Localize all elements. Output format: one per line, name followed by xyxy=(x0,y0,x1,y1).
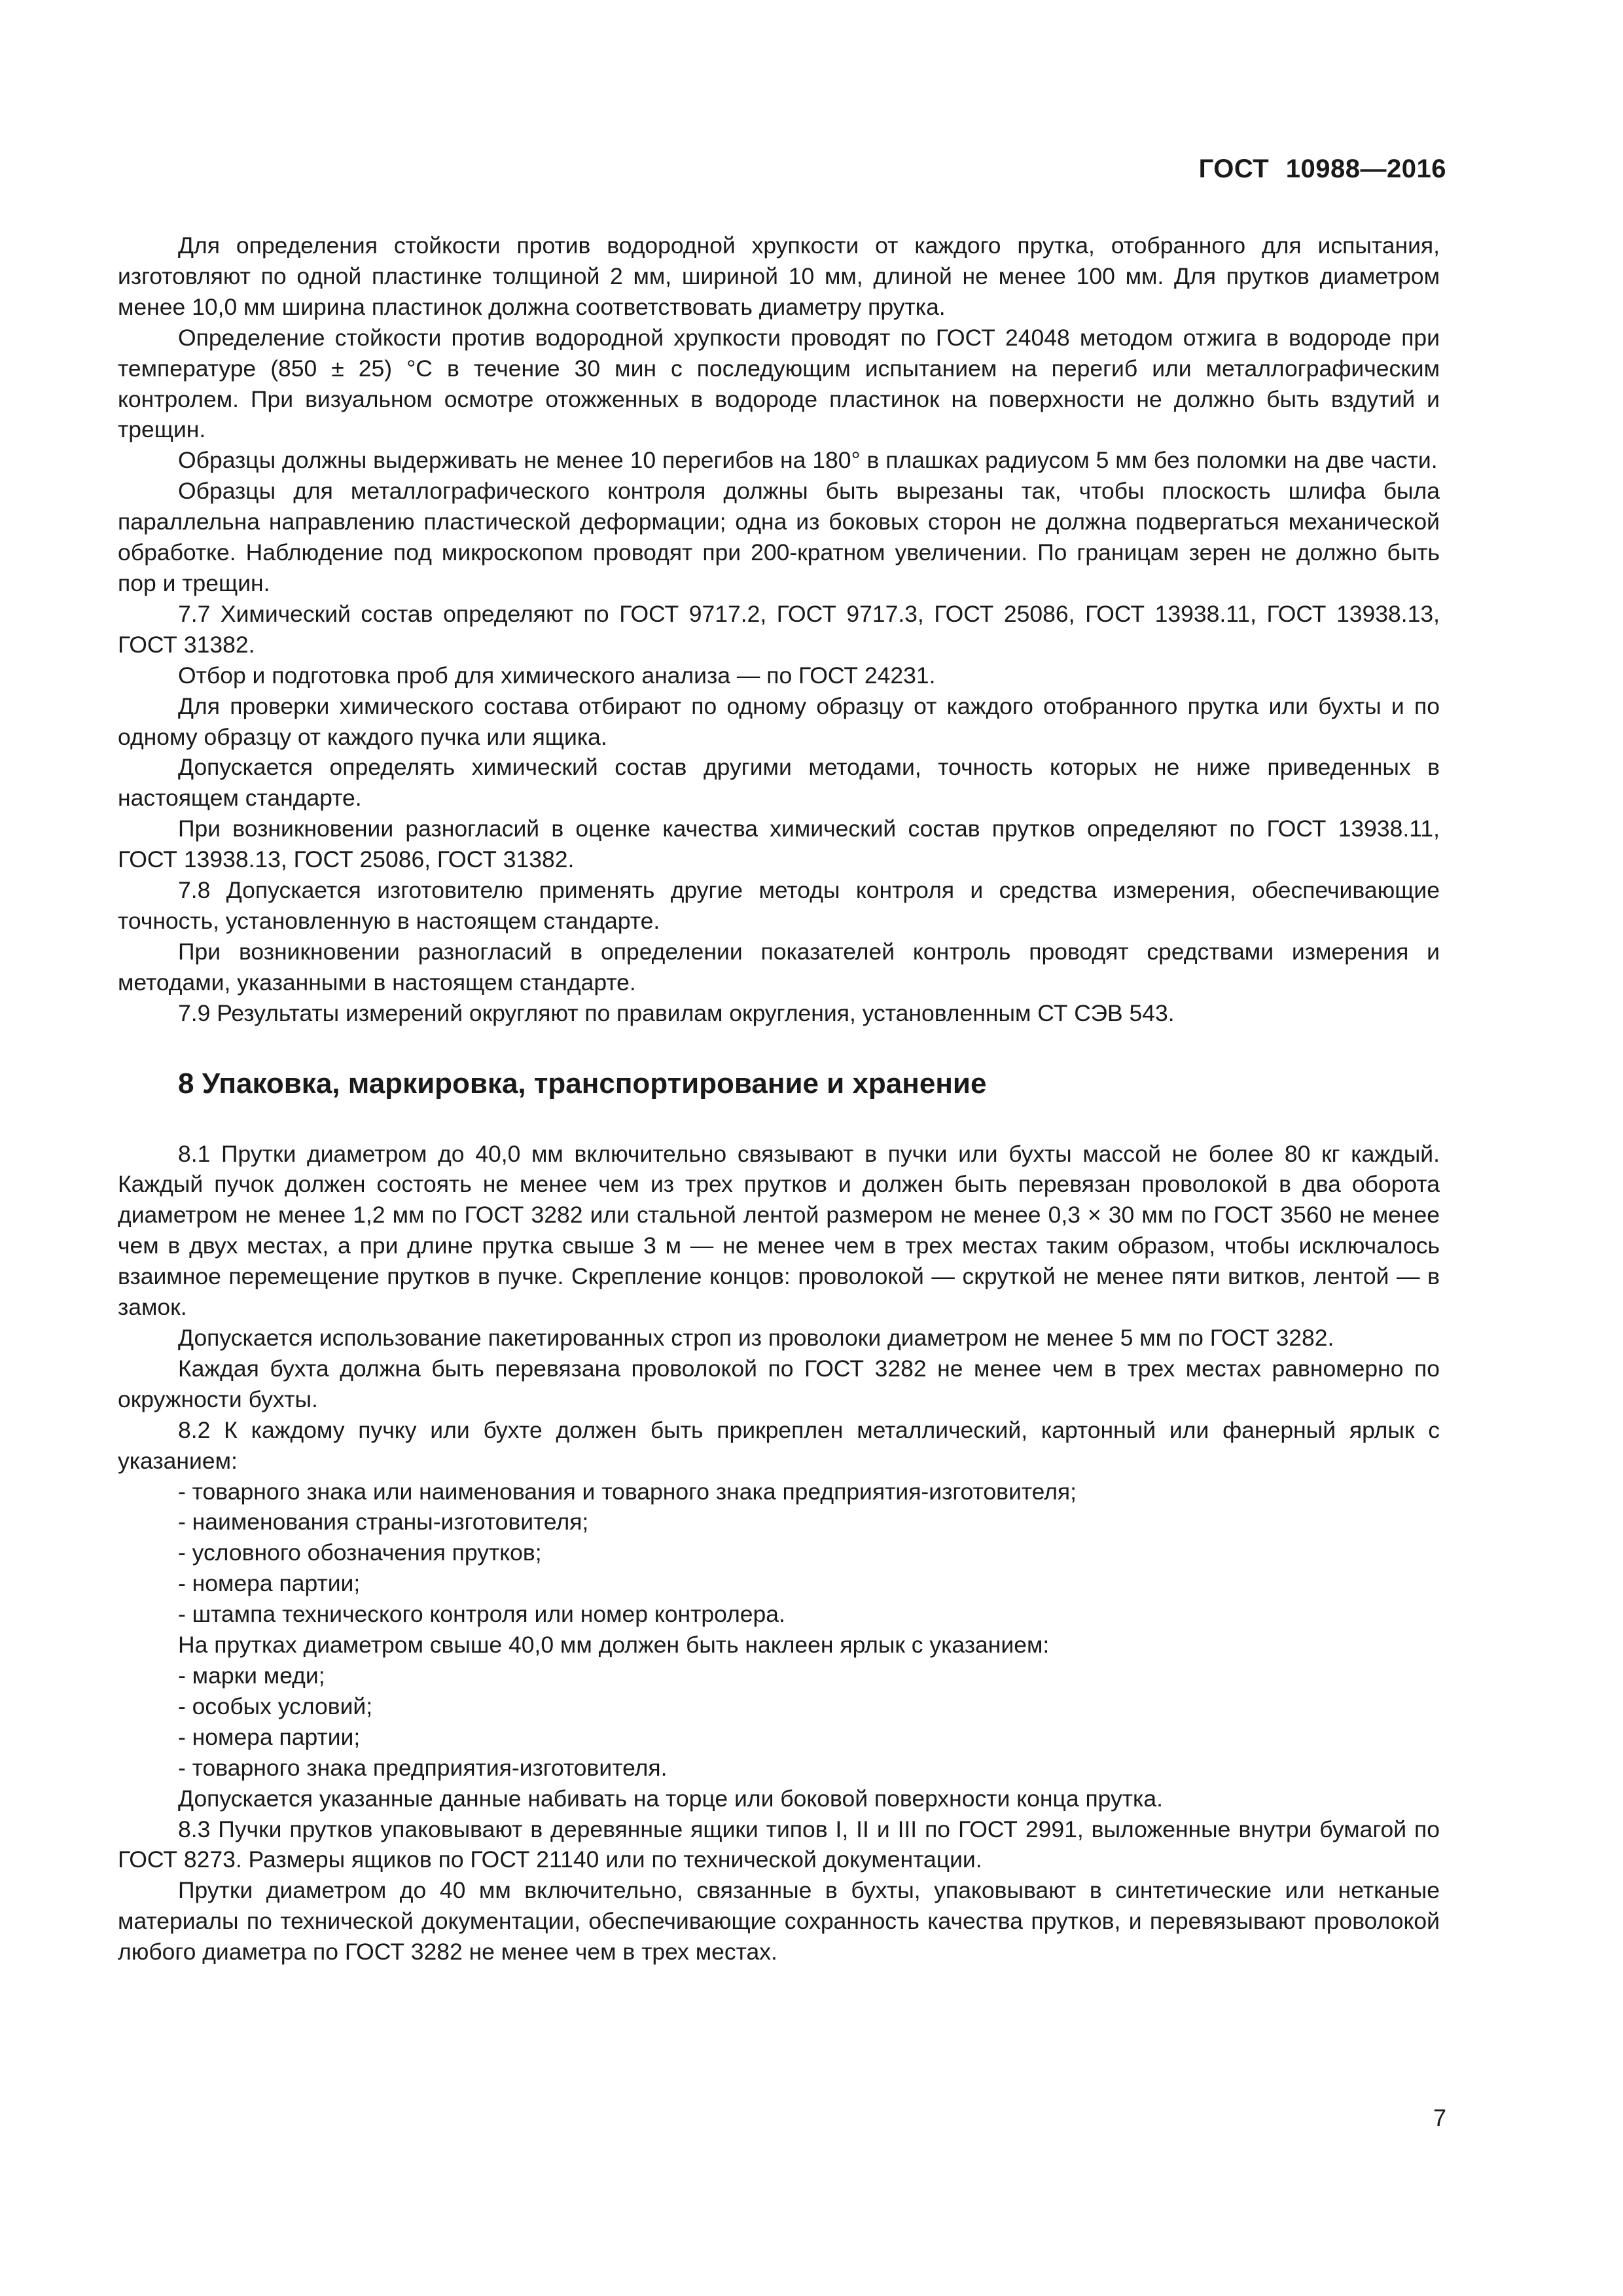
paragraph: При возникновении разногласий в определении показателей контроль проводят средствами измерения и методами, указанными в настоящем стандарте. xyxy=(118,938,1440,996)
paragraph: Допускается использование пакетированных строп из проволоки диаметром не менее 5 мм по ГОСТ 3282. xyxy=(178,1325,1334,1351)
clause-8-2: 8.2 К каждому пучку или бухте должен быть прикреплен металлический, картонный или фанерный ярлык с указанием: xyxy=(118,1416,1440,1474)
paragraph: При возникновении разногласий в оценке качества химический состав прутков определяют по ГОСТ 13938.11, ГОСТ 13938.13, ГОСТ 25086, ГОСТ 31382. xyxy=(118,816,1440,873)
page-number: 7 xyxy=(1433,2104,1446,2131)
clause-7-9: 7.9 Результаты измерений округляют по правилам округления, установленным СТ СЭВ 543. xyxy=(178,999,1175,1026)
paragraph: Определение стойкости против водородной хрупкости проводят по ГОСТ 24048 методом отжига в водороде при температуре (850 ± 25) °С в течение 30 мин с последующим испытанием на перегиб или металлографическим контролем. При визуальном осмотре отожженных в водороде пластинок на поверхности не должно быть вздутий и трещин. xyxy=(118,324,1440,443)
paragraph: Для проверки химического состава отбирают по одному образцу от каждого отобранного прутка или бухты и по одному образцу от каждого пучка или ящика. xyxy=(118,692,1440,750)
paragraph: Каждая бухта должна быть перевязана проволокой по ГОСТ 3282 не менее чем в трех местах равномерно по окружности бухты. xyxy=(118,1355,1440,1412)
list-item: - особых условий; xyxy=(178,1693,373,1719)
list-item: - марки меди; xyxy=(178,1662,325,1689)
clause-7-7: 7.7 Химический состав определяют по ГОСТ 9717.2, ГОСТ 9717.3, ГОСТ 25086, ГОСТ 13938.11, ГОСТ 13938.13, ГОСТ 31382. xyxy=(118,600,1440,658)
section-8-heading: 8 Упаковка, маркировка, транспортирование и хранение xyxy=(178,1067,987,1100)
paragraph: На прутках диаметром свыше 40,0 мм должен быть наклеен ярлык с указанием: xyxy=(178,1632,1050,1659)
paragraph: Для определения стойкости против водородной хрупкости от каждого прутка, отобранного для испытания, изготовляют по одной пластинке толщиной 2 мм, шириной 10 мм, длиной не менее 100 мм. Для прутков диаметром менее 10,0 мм ширина пластинок должна соответствовать диаметру прутка. xyxy=(118,232,1440,320)
list-item: - номера партии; xyxy=(178,1570,361,1597)
list-item: - штампа технического контроля или номер контролера. xyxy=(178,1601,785,1628)
clause-8-3: 8.3 Пучки прутков упаковывают в деревянные ящики типов I, II и III по ГОСТ 2991, выложенные внутри бумагой по ГОСТ 8273. Размеры ящиков по ГОСТ 21140 или по технической документации. xyxy=(118,1816,1440,1873)
document-body xyxy=(118,230,1440,1967)
paragraph: Образцы должны выдерживать не менее 10 перегибов на 180° в плашках радиусом 5 мм без поломки на две части. xyxy=(178,447,1438,474)
clause-8-1: 8.1 Прутки диаметром до 40,0 мм включительно связывают в пучки или бухты массой не более 80 кг каждый. Каждый пучок должен состоять не менее чем из трех прутков и должен быть перевязан проволокой в два оборота диаметром не менее 1,2 мм по ГОСТ 3282 или стальной лентой размером не менее 0,3 × 30 мм по ГОСТ 3560 не менее чем в двух местах, а при длине прутка свыше 3 м — не менее чем в трех местах таким образом, чтобы исключалось взаимное перемещение прутков в пучке. Скрепление концов: проволокой — скруткой не менее пяти витков, лентой — в замок. xyxy=(118,1140,1440,1321)
list-item: - товарного знака или наименования и товарного знака предприятия-изготовителя; xyxy=(178,1478,1077,1505)
paragraph: Допускается указанные данные набивать на торце или боковой поверхности конца прутка. xyxy=(178,1785,1163,1812)
list-item: - товарного знака предприятия-изготовителя. xyxy=(178,1754,668,1781)
paragraph: Прутки диаметром до 40 мм включительно, связанные в бухты, упаковывают в синтетические или нетканые материалы по технической документации, обеспечивающие сохранность качества прутков, и перевязывают проволокой любого диаметра по ГОСТ 3282 не менее чем в трех местах. xyxy=(118,1877,1440,1965)
clause-7-8: 7.8 Допускается изготовителю применять другие методы контроля и средства измерения, обеспечивающие точность, установленную в настоящем стандарте. xyxy=(118,877,1440,934)
paragraph: Отбор и подготовка проб для химического анализа — по ГОСТ 24231. xyxy=(178,662,936,689)
document-code-header: ГОСТ 10988—2016 xyxy=(1198,154,1446,183)
list-item: - условного обозначения прутков; xyxy=(178,1539,542,1566)
paragraph: Допускается определять химический состав другими методами, точность которых не ниже приведенных в настоящем стандарте. xyxy=(118,754,1440,812)
list-item: - наименования страны-изготовителя; xyxy=(178,1509,589,1535)
paragraph: Образцы для металлографического контроля должны быть вырезаны так, чтобы плоскость шлифа была параллельна направлению пластической деформации; одна из боковых сторон не должна подвергаться механической обработке. Наблюдение под микроскопом проводят при 200-кратном увеличении. По границам зерен не должно быть пор и трещин. xyxy=(118,478,1440,596)
list-item: - номера партии; xyxy=(178,1723,361,1750)
